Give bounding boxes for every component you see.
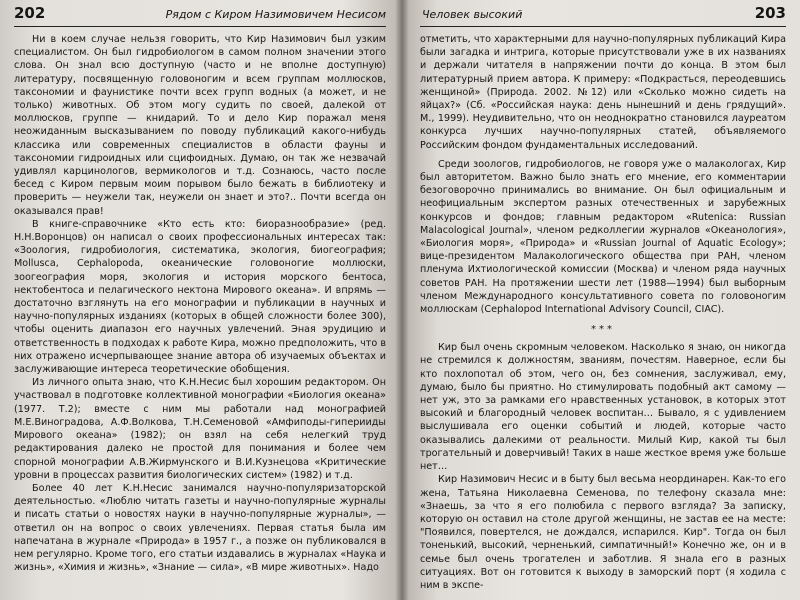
right-page [402, 0, 800, 600]
paragraph: Кир был очень скромным человеком. Насколько я знаю, он никогда не стремился к должностям, званиям, почестям. Наверное, если бы кто похлопотал об этом, чего он, без сомнения, заслуживал, ему, думаю, было бы приятно. Но стимулировать подобный акт самому — нет уж, это за рамками его нравственных установок, в которых этот высокий и благородный человек воспитан… Бывало, я с удивлением выслушивала его оценки событий и людей, которые часто оказывались далекими от реальности. Милый Кир, какой ты был трогательный и доверчивый! Таких в наше жесткое время уже больше нет… [420, 342, 786, 473]
left-page-header [14, 4, 386, 27]
right-page-number: 203 [754, 4, 786, 22]
left-page-number: 202 [14, 4, 46, 22]
paragraph: Кир Назимович Несис и в быту был весьма неординарен. Как-то его жена, Татьяна Николаевна Семенова, по телефону сказала мне: «Знаешь, за что я его полюбила с первого взгляда? За записку, которую он оставил на столе другой женщины, не застав ее на месте: "Появился, повертелся, не дождался, испарился. Кир". Тогда он был тоненький, высокий, черненький, симпатичный!» Конечно же, он и в семье был очень трогателен и заботлив. Я знала его в разных ситуациях. Вот он готовится к выходу в заморский порт (я ходила с ним в экспе- [420, 474, 786, 591]
right-running-head: Человек высокий [422, 8, 523, 21]
right-page-text [420, 33, 786, 592]
paragraph: Среди зоологов, гидробиологов, не говоря уже о малакологах, Кир был авторитетом. Важно было знать его мнение, его комментарии безоговорочно принимались во внимание. Он был официальным и неофициальным экспертом разных отечественных и зарубежных конкурсов и фондов; главным редактором «Rutenica: Russian Malacological Journal», членом редколлегии журналов «Океанология», «Биология моря», «Природа» и «Russian Journal of Aquatic Ecology»; вице-президентом Малакологического общества при РАН, членом пленума Ихтиологической комиссии (Москва) и членом ряда научных советов РАН. На протяжении шести лет (1988—1994) был выборным членом Международного консультативного совета по головоногим моллюскам (Cephalopod International Advisory Council, CIAC). [420, 158, 786, 316]
paragraph: Более 40 лет К.Н.Несис занимался научно-популяризаторской деятельностью. «Люблю читать газеты и научно-популярные журналы и писать статьи о новостях науки в научно-популярные журналы», — ответил он на вопрос о своих увлечениях. Первая статья была им напечатана в журнале «Природа» в 1957 г., а позже он публиковался в нем регулярно. Кроме того, его статьи издавались в журналах «Наука и жизнь», «Химия и жизнь», «Знание — сила», «В мире животных». Надо [14, 482, 386, 574]
left-running-head: Рядом с Киром Назимовичем Несисом [165, 8, 386, 21]
right-page-header [420, 4, 786, 27]
section-separator: *** [591, 324, 615, 336]
paragraph: отметить, что характерными для научно-популярных публикаций Кира были загадка и интрига, которые присутствовали уже в их названиях и держали читателя в напряжении почти до конца. В этом был литературный прием автора. К примеру: «Подкрасться, переодевшись женщиной» (Природа. 2002. №12) или «Сколько можно сидеть на яйцах?» (Сб. «Российская наука: день нынешний и день грядущий». М., 1999). Неудивительно, что он неоднократно становился лауреатом конкурса лучших научно-популярных статей, объявляемого Российским фондом фундаментальных исследований. [420, 34, 786, 151]
left-page-text [14, 33, 386, 574]
paragraph: В книге-справочнике «Кто есть кто: биоразнообразие» (ред. Н.Н.Воронцов) он написал о своих профессиональных интересах так: «Зоология, гидробиология, систематика, экология, биогеография; Mollusca, Cephalopoda, океанические головоногие моллюски, зоогеография моря, экология и история морского бентоса, нектобентоса и пелагического нектона Мирового океана». И впрямь — достаточно взглянуть на его монографии и публикации в научных и научно-популярных изданиях (которых в общей сложности более 300), чтобы оценить диапазон его научных увлечений. Эная эрудицию и ответственность в подходах к работе Кира, можно предположить, что в них отражено исчерпывающее знание автора об изучаемых объектах и заслуживающие интереса теоретические обобщения. [14, 218, 386, 376]
paragraph: Ни в коем случае нельзя говорить, что Кир Назимович был узким специалистом. Он был гидробиологом в самом полном значении этого слова. Он знал всю доступную (часто и не вполне доступную) литературу, посвященную головоногим и всем группам моллюсков, таксономии и фаунистике почти всех групп водных (а может, и не только) животных. Об этом могу судить по своей, далекой от моллюсков, группе — книдарий. То и дело Кир поражал меня неожиданным высказыванием по поводу публикаций какого-нибудь классика или современных специалистов в области фауны и таксономии гидроидных или сцифоидных. Думаю, он так же незвачай удивлял карцинологов, вермикологов и т.д. Сознаюсь, часто после бесед с Киром первым моим порывом было бежать в библиотеку и проверить — неужели так, неужели он знает и это?.. Почти всегда он оказывался прав! [14, 34, 386, 217]
paragraph: Из личного опыта знаю, что К.Н.Несис был хорошим редактором. Он участвовал в подготовке коллективной монографии «Биология океана» (1977. Т.2); вместе с ним мы работали над монографией М.Е.Виноградова, А.Ф.Волкова, Т.Н.Семеновой «Амфиподы-гиперииды Мирового океана» (1982); он взял на себя нелегкий труд редактирования далеко не простой для понимания и более чем спорной монографии А.В.Жирмунского и В.И.Кузнецова «Критические уровни в процессах развития биологических систем» (1982) и т.д. [14, 377, 386, 481]
